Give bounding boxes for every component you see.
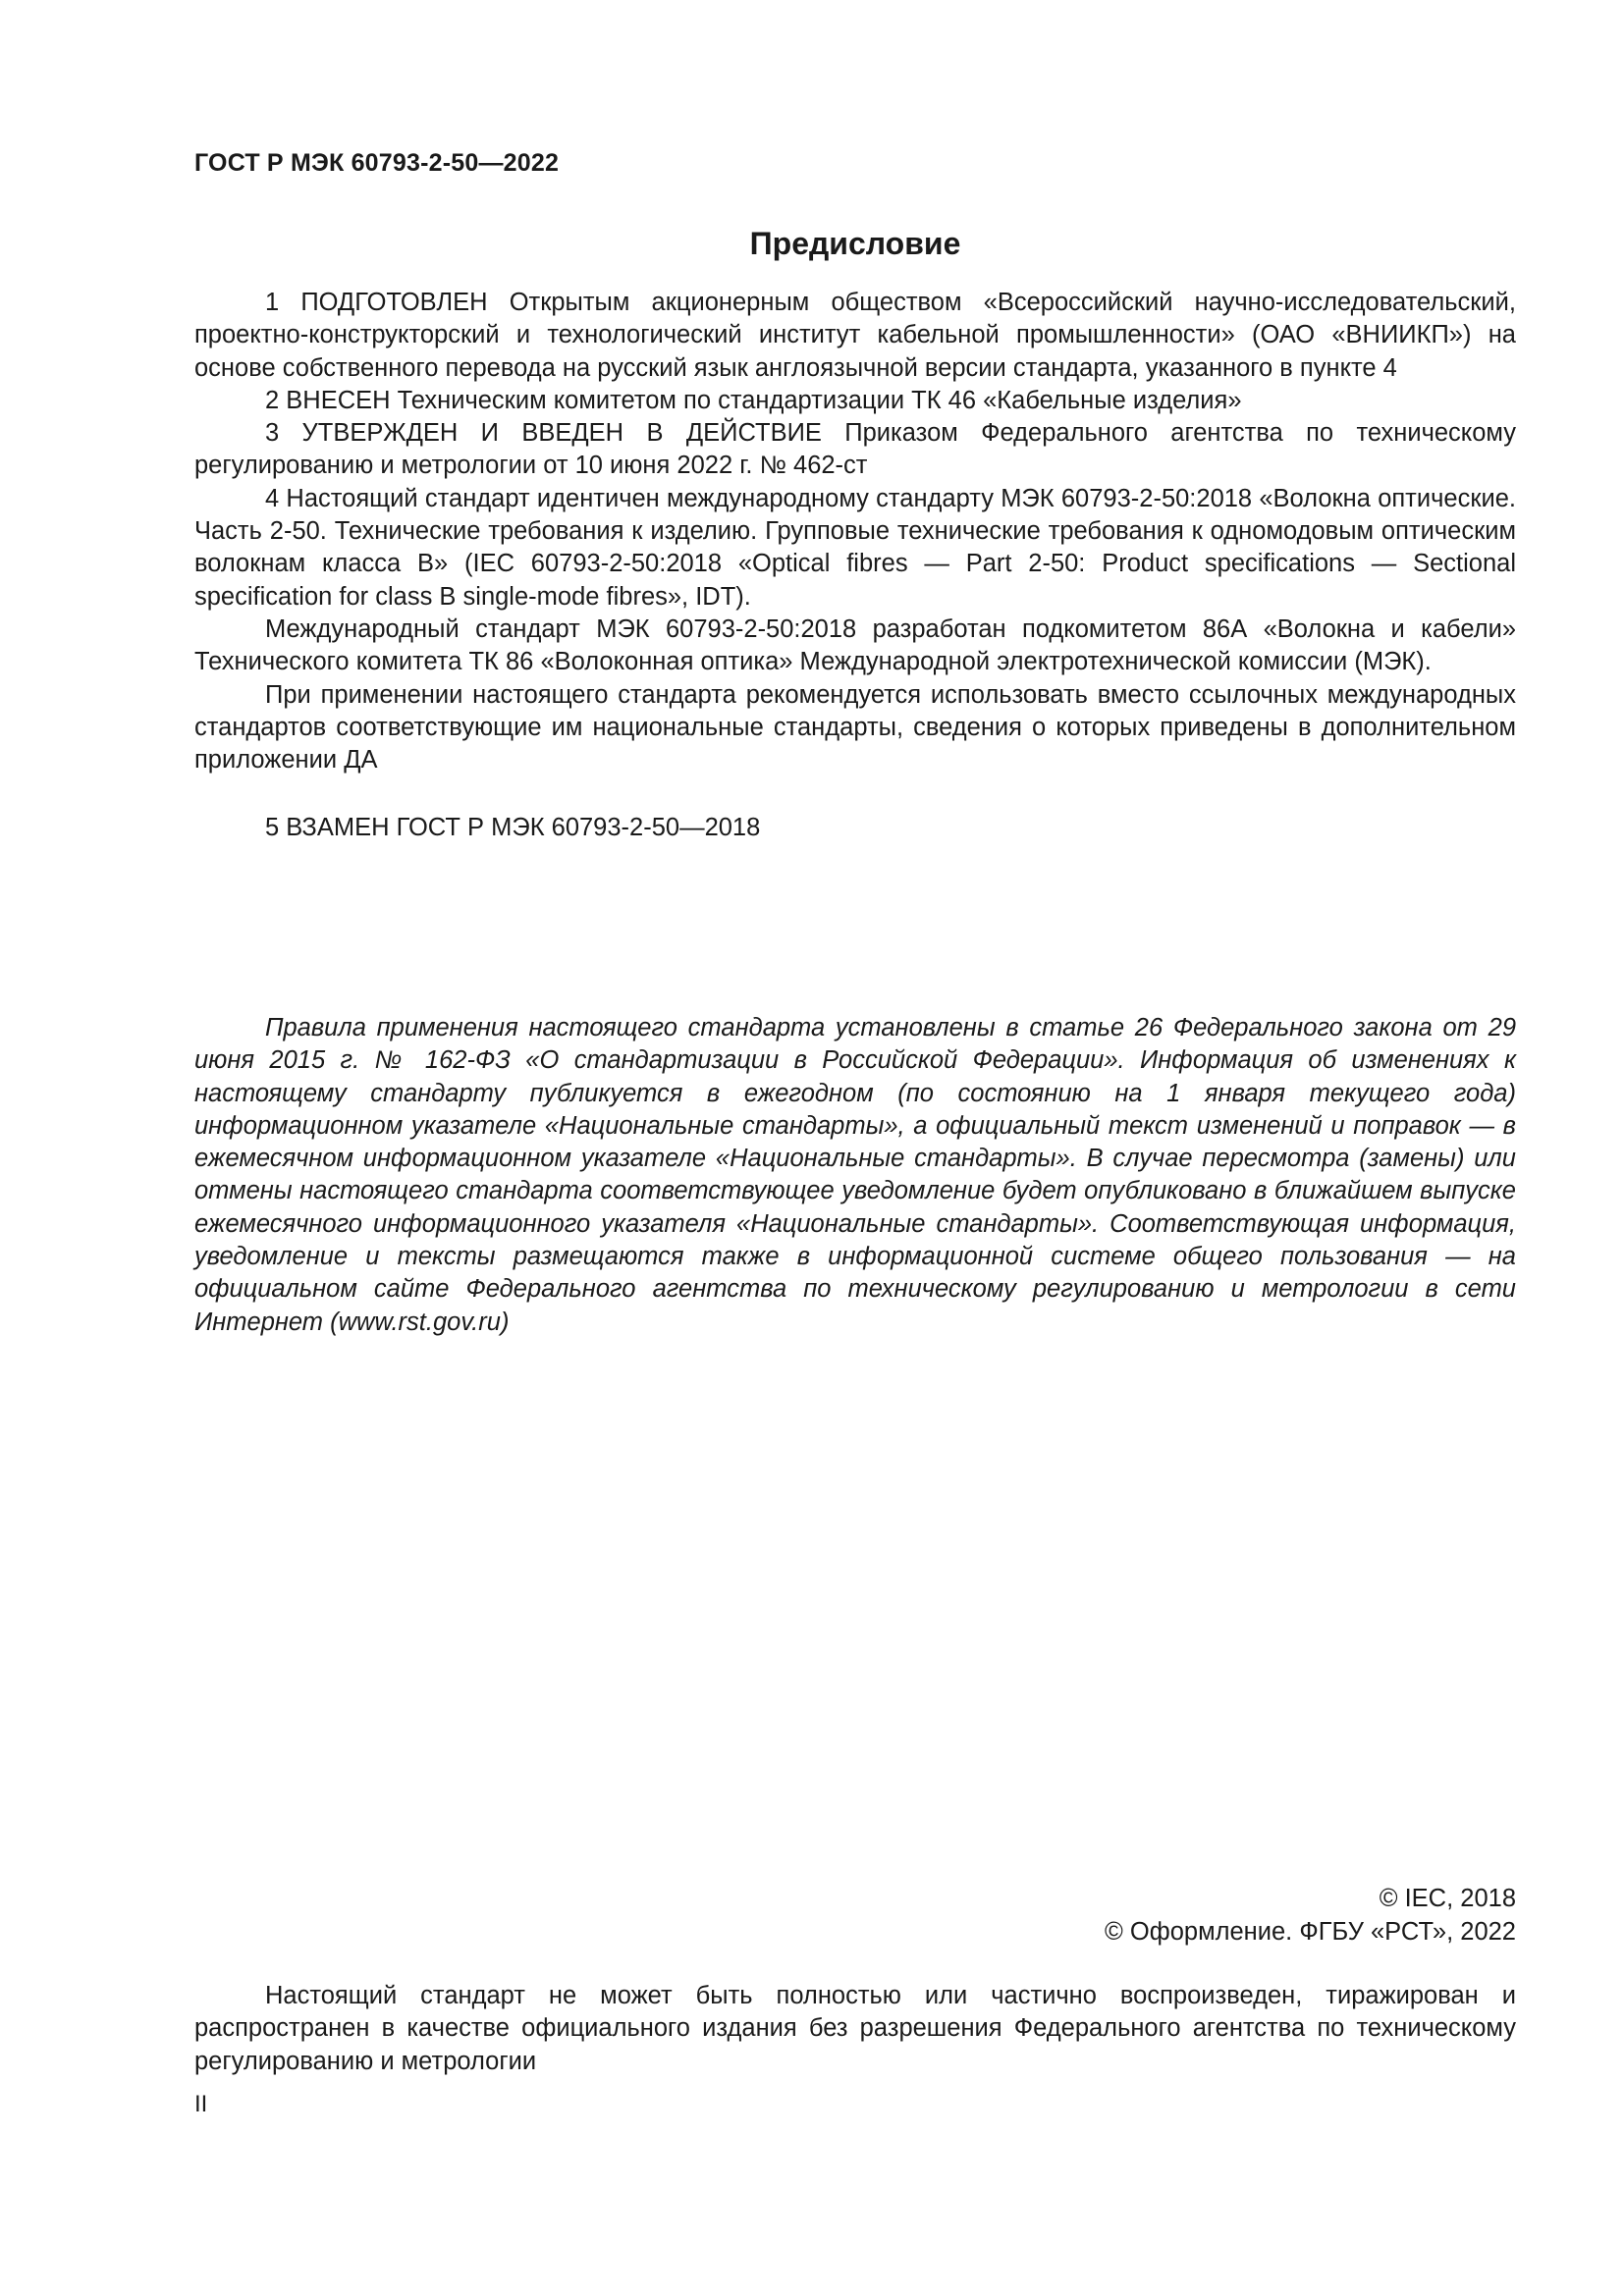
foreword-body (194, 287, 1516, 845)
foreword-paragraph-replaces: 5 ВЗАМЕН ГОСТ Р МЭК 60793-2-50—2018 (265, 814, 761, 842)
page-number: II (194, 2091, 208, 2117)
foreword-paragraph-approved: 3 УТВЕРЖДЕН И ВВЕДЕН В ДЕЙСТВИЕ Приказом Федерального агентства по техническому регулированию и метрологии от 10 июня 2022 г. № 462-ст (194, 419, 1516, 480)
rules-note-text: Правила применения настоящего стандарта установлены в статье 26 Федерального закона от 29 июня 2015 г. № 162-ФЗ «О стандартизации в Российской Федерации». Информация об изменениях к настоящему стандарту публикуется в ежегодном (по состоянию на 1 января текущего года) информационном указателе «Национальные стандарты», а официальный текст изменений и поправок — в ежемесячном информационном указателе «Национальные стандарты». В случае пересмотра (замены) или отмены настоящего стандарта соответствующее уведомление будет опубликовано в ближайшем выпуске ежемесячного информационного указателя «Национальные стандарты». Соответствующая информация, уведомление и тексты размещаются также в информационной системе общего пользования — на официальном сайте Федерального агентства по техническому регулированию и метрологии в сети Интернет (www.rst.gov.ru) (194, 1014, 1516, 1336)
copyright-iec: © IEC, 2018 (1379, 1885, 1516, 1912)
copyright-block (194, 1882, 1516, 1949)
foreword-paragraph-identical: 4 Настоящий стандарт идентичен международному стандарту МЭК 60793-2-50:2018 «Волокна оптические. Часть 2-50. Технические требования к изделию. Групповые технические требования к одномодовым оптическим волокнам класса B» (IEC 60793-2-50:2018 «Optical fibres — Part 2-50: Product specifications — Sectional specification for class B single-mode fibres», IDT). (194, 484, 1516, 611)
copyright-rst: © Оформление. ФГБУ «РСТ», 2022 (1105, 1918, 1516, 1946)
section-title: Предисловие (749, 226, 961, 261)
reproduction-notice-text: Настоящий стандарт не может быть полностью или частично воспроизведен, тиражирован и распространен в качестве официального издания без разрешения Федерального агентства по техническому регулированию и метрологии (194, 1982, 1516, 2075)
document-code-header: ГОСТ Р МЭК 60793-2-50—2022 (194, 149, 560, 177)
foreword-paragraph-developed-by: Международный стандарт МЭК 60793-2-50:2018 разработан подкомитетом 86А «Волокна и кабели» Технического комитета ТК 86 «Волоконная оптика» Международной электротехнической комиссии (МЭК). (194, 614, 1516, 676)
rules-note-block (194, 1012, 1516, 1339)
foreword-paragraph-prepared: 1 ПОДГОТОВЛЕН Открытым акционерным обществом «Всероссийский научно-исследовательский, проектно-конструкторский и технологический институт кабельной промышленности» (ОАО «ВНИИКП») на основе собственного перевода на русский язык англоязычной версии стандарта, указанного в пункте 4 (194, 289, 1516, 382)
foreword-paragraph-usage: При применении настоящего стандарта рекомендуется использовать вместо ссылочных международных стандартов соответствующие им национальные стандарты, сведения о которых приведены в дополнительном приложении ДА (194, 680, 1516, 774)
foreword-paragraph-introduced: 2 ВНЕСЕН Техническим комитетом по стандартизации ТК 46 «Кабельные изделия» (265, 386, 1242, 414)
reproduction-notice (194, 1980, 1516, 2078)
